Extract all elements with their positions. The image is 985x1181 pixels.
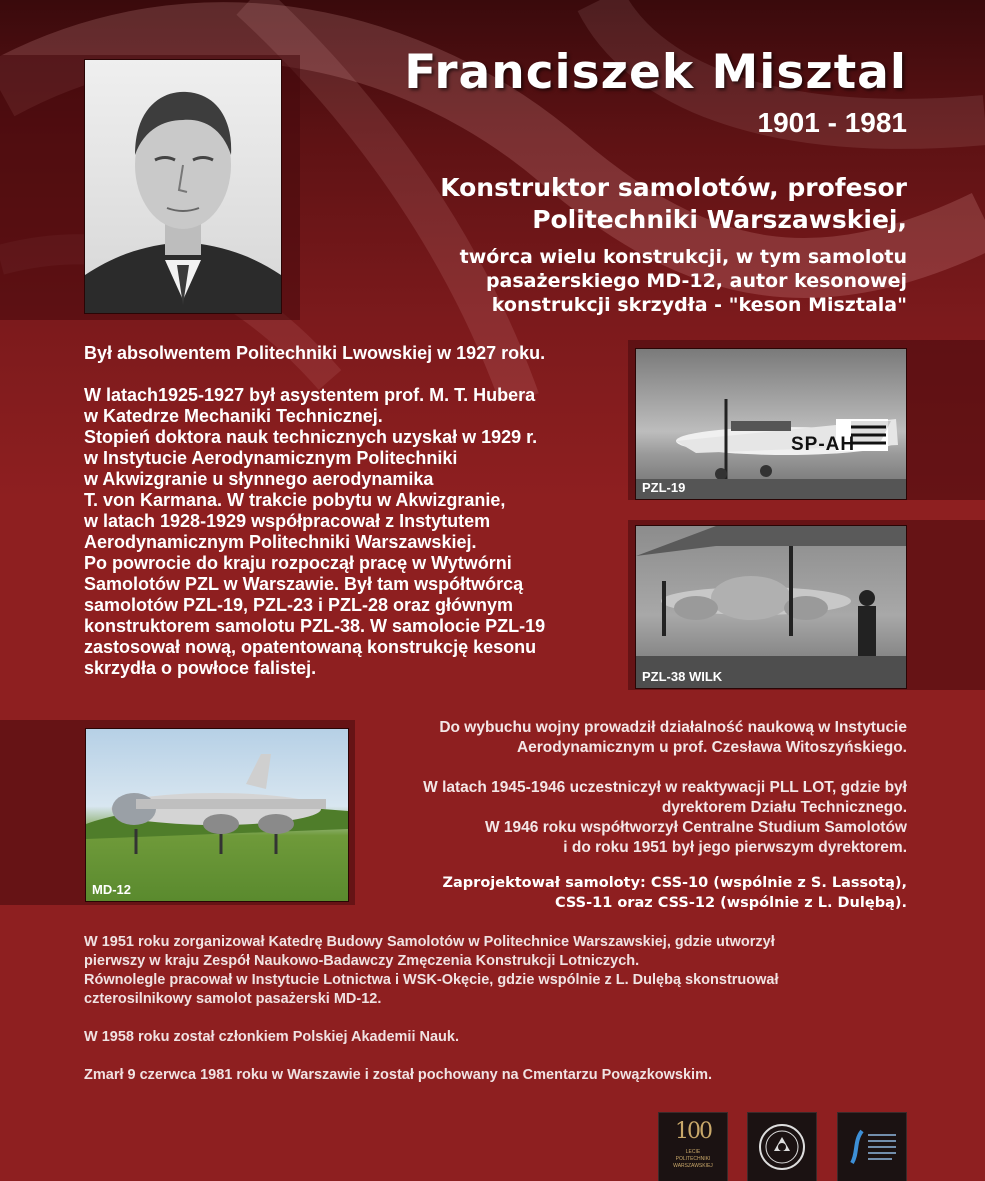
pzl19-registration: SP-AH	[791, 434, 856, 455]
centenary-number: 100	[675, 1119, 711, 1144]
secondary-subtitle: twórca wielu konstrukcji, w tym samolotu pasażerskiego MD-12, autor kesonowej konstrukcji skrzydła - "keson Misztala"	[459, 246, 907, 316]
faculty-logo	[837, 1112, 907, 1181]
pzl38-caption: PZL-38 WILK	[642, 669, 723, 684]
biography-section-3: W 1951 roku zorganizował Katedrę Budowy Samolotów w Politechnice Warszawskiej, gdzie utworzył pierwszy w kraju Zespół Naukowo-Badawczy Zmęczenia Konstrukcji Lotniczych. Równolegle pracował w Instytucie Lotnictwa i WSK-Okęcie, gdzie wspólnie z L. Dulębą skonstruował czterosilnikowy samolot pasażerski MD-12. W 1958 roku został członkiem Polskiej Akademii Nauk. Zmarł 9 czerwca 1981 roku w Warszawie i został pochowany na Cmentarzu Powązkowskim.	[84, 934, 779, 1083]
person-name: Franciszek Misztal	[404, 45, 907, 100]
md12-photo	[85, 728, 349, 902]
pzl38-photo	[635, 525, 907, 689]
main-subtitle: Konstruktor samolotów, profesor Politechniki Warszawskiej,	[440, 173, 907, 234]
centenary-logo	[658, 1112, 728, 1181]
pzl19-photo	[635, 348, 907, 500]
centenary-text: LECIE POLITECHNIKI WARSZAWSKIEJ	[673, 1149, 713, 1169]
biography-section-1: Był absolwentem Politechniki Lwowskiej w 1927 roku. W latach1925-1927 był asystentem prof. M. T. Hubera w Katedrze Mechaniki Technicznej. Stopień doktora nauk technicznych uzyskał w 1929 r. w Instytucie Aerodynamicznym Politechniki w Akwizgranie u słynnego aerodynamika T. von Karmana. W trakcie pobytu w Akwizgranie, w latach 1928-1929 współpracował z Instytutem Aerodynamicznym Politechniki Warszawskiej. Po powrocie do kraju rozpoczął pracę w Wytwórni Samolotów PZL w Warszawie. Był tam współtwórcą samolotów PZL-19, PZL-23 i PZL-28 oraz głównym konstruktorem samolotu PZL-38. W samolocie PZL-19 zastosował nową, opatentowaną konstrukcję kesonu skrzydła o powłoce falistej.	[84, 343, 546, 678]
md12-caption: MD-12	[92, 882, 132, 897]
university-seal-logo	[747, 1112, 817, 1181]
biography-section-2: Do wybuchu wojny prowadził działalność naukową w Instytucie Aerodynamicznym u prof. Czesława Witoszyńskiego. W latach 1945-1946 uczestniczył w reaktywacji PLL LOT, gdzie był dyrektorem Działu Technicznego. W 1946 roku współtworzył Centralne Studium Samolotów i do roku 1951 był jego pierwszym dyrektorem.	[423, 719, 907, 856]
biography-designs: Zaprojektował samoloty: CSS-10 (wspólnie z S. Lassotą), CSS-11 oraz CSS-12 (wspólnie z L. Dulębą).	[442, 875, 907, 911]
life-dates: 1901 - 1981	[757, 107, 907, 138]
portrait-photo	[84, 59, 282, 314]
pzl19-caption: PZL-19	[642, 480, 686, 495]
